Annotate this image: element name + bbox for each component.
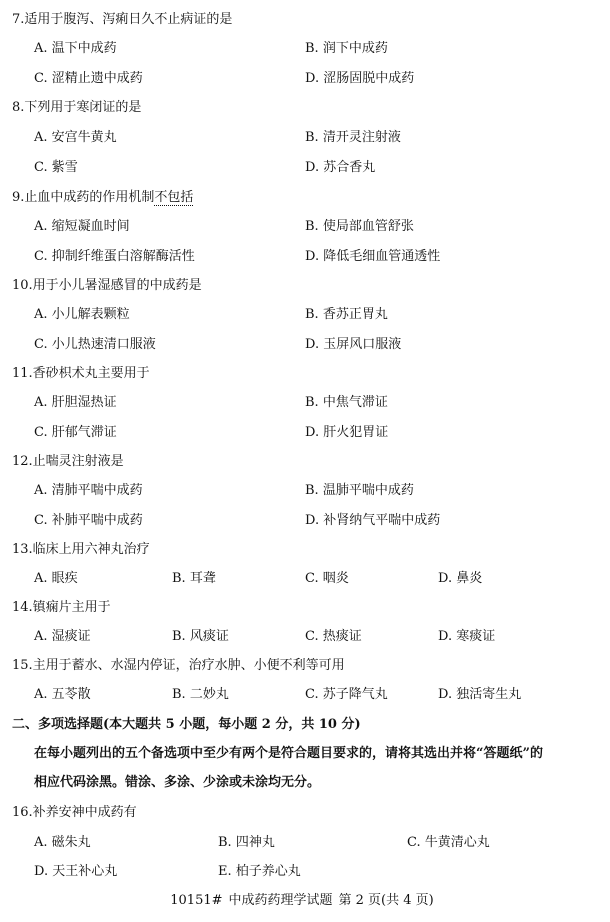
- question-10-option-a: A. 小儿解表颗粒: [34, 307, 130, 322]
- question-16-option-e: E. 柏子养心丸: [218, 864, 301, 879]
- question-8-option-d: D. 苏合香丸: [305, 160, 376, 175]
- footer-page-number: 第 2 页(共 4 页): [338, 893, 434, 908]
- question-8-stem: 8.下列用于寒闭证的是: [12, 100, 142, 115]
- question-15-stem: 15.主用于蓄水、水湿内停证，治疗水肿、小便不利等可用: [12, 658, 345, 673]
- question-11-stem: 11.香砂枳术丸主要用于: [12, 366, 150, 381]
- question-7-stem: 7.适用于腹泻、泻痢日久不止病证的是: [12, 12, 233, 27]
- question-9-stem-prefix: 9.止血中成药的作用机制: [12, 190, 155, 205]
- question-8-option-c: C. 紫雪: [34, 160, 78, 175]
- question-10-option-b: B. 香苏正胃丸: [305, 307, 388, 322]
- question-16-option-c: C. 牛黄清心丸: [407, 835, 490, 850]
- section-2-title: 二、多项选择题(本大题共 5 小题，每小题 2 分，共 10 分): [12, 717, 361, 732]
- question-7-option-d: D. 涩肠固脱中成药: [305, 71, 415, 86]
- question-10-option-c: C. 小儿热速清口服液: [34, 337, 156, 352]
- question-13-option-b: B. 耳聋: [172, 571, 216, 586]
- question-9-stem-emphasis: 不包括: [154, 190, 194, 205]
- question-8-option-b: B. 清开灵注射液: [305, 130, 401, 145]
- section-2-instruction-line-2: 相应代码涂黑。错涂、多涂、少涂或未涂均无分。: [34, 775, 321, 790]
- question-9-option-d: D. 降低毛细血管通透性: [305, 249, 441, 264]
- question-12-option-c: C. 补肺平喘中成药: [34, 513, 143, 528]
- question-11-option-b: B. 中焦气滞证: [305, 395, 388, 410]
- question-9-option-b: B. 使局部血管舒张: [305, 219, 414, 234]
- question-10-stem: 10.用于小儿暑湿感冒的中成药是: [12, 278, 202, 293]
- question-14-option-c: C. 热痰证: [305, 629, 362, 644]
- question-9-option-c: C. 抑制纤维蛋白溶解酶活性: [34, 249, 195, 264]
- question-11-option-d: D. 肝火犯胃证: [305, 425, 389, 440]
- question-13-option-c: C. 咽炎: [305, 571, 349, 586]
- question-15-option-c: C. 苏子降气丸: [305, 687, 388, 702]
- question-14-option-b: B. 风痰证: [172, 629, 229, 644]
- question-14-option-a: A. 湿痰证: [34, 629, 91, 644]
- page-footer: [0, 893, 610, 909]
- question-15-option-b: B. 二妙丸: [172, 687, 229, 702]
- question-7-option-c: C. 涩精止遗中成药: [34, 71, 143, 86]
- question-10-option-d: D. 玉屏风口服液: [305, 337, 402, 352]
- question-7-option-a: A. 温下中成药: [34, 41, 117, 56]
- section-2-instruction-line-1: 在每小题列出的五个备选项中至少有两个是符合题目要求的，请将其选出并将“答题纸”的: [34, 746, 543, 761]
- question-9-option-a: A. 缩短凝血时间: [34, 219, 130, 234]
- question-12-option-b: B. 温肺平喘中成药: [305, 483, 414, 498]
- question-11-option-c: C. 肝郁气滞证: [34, 425, 117, 440]
- footer-exam-title: 中成药药理学试题: [228, 893, 333, 908]
- question-15-option-d: D. 独活寄生丸: [438, 687, 522, 702]
- footer-exam-code: 10151#: [170, 893, 223, 908]
- question-13-option-a: A. 眼疾: [34, 571, 78, 586]
- question-12-option-a: A. 清肺平喘中成药: [34, 483, 143, 498]
- question-16-option-b: B. 四神丸: [218, 835, 275, 850]
- question-16-stem: 16.补养安神中成药有: [12, 805, 137, 820]
- question-16-option-d: D. 天王补心丸: [34, 864, 118, 879]
- question-11-option-a: A. 肝胆湿热证: [34, 395, 117, 410]
- question-12-option-d: D. 补肾纳气平喘中成药: [305, 513, 441, 528]
- question-12-stem: 12.止喘灵注射液是: [12, 454, 124, 469]
- question-14-option-d: D. 寒痰证: [438, 629, 496, 644]
- question-9-stem: [12, 190, 193, 206]
- question-13-option-d: D. 鼻炎: [438, 571, 483, 586]
- question-14-stem: 14.镇痫片主用于: [12, 600, 111, 615]
- question-16-option-a: A. 磁朱丸: [34, 835, 91, 850]
- question-13-stem: 13.临床上用六神丸治疗: [12, 542, 150, 557]
- question-15-option-a: A. 五苓散: [34, 687, 91, 702]
- question-7-option-b: B. 润下中成药: [305, 41, 388, 56]
- question-8-option-a: A. 安宫牛黄丸: [34, 130, 117, 145]
